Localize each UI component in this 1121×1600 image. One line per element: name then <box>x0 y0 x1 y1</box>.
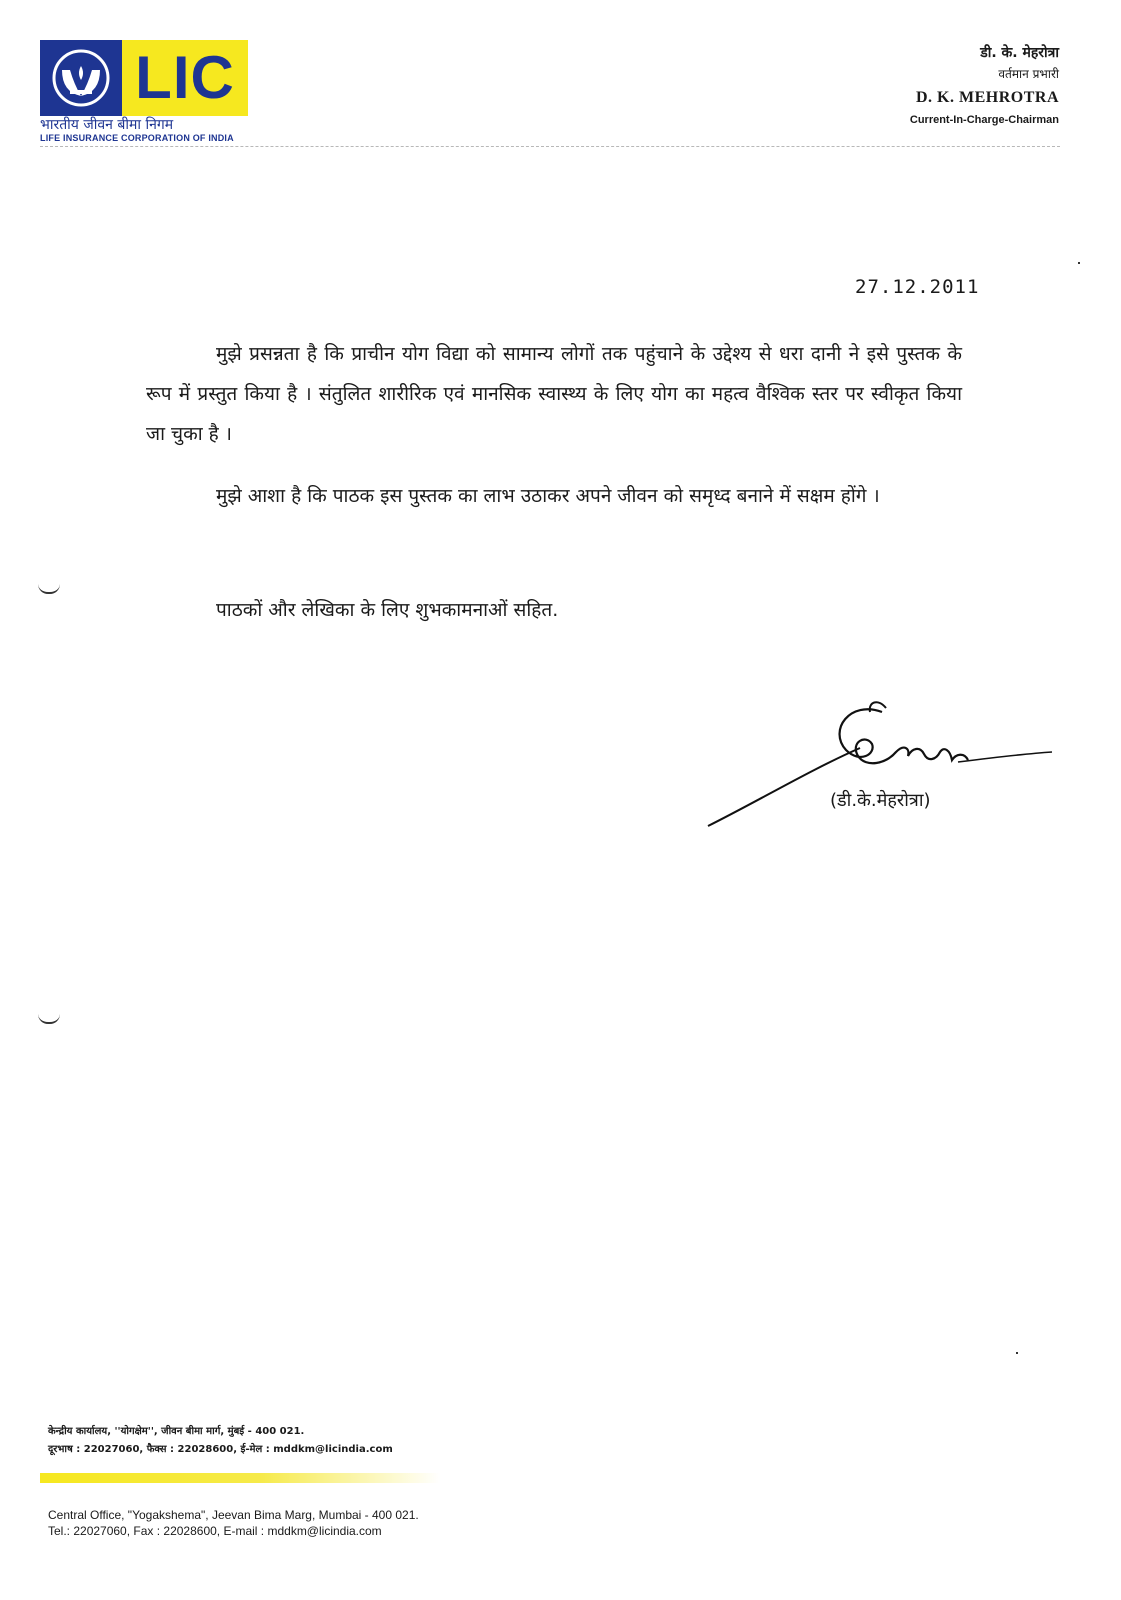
letter-closing: पाठकों और लेखिका के लिए शुभकामनाओं सहित. <box>216 599 559 621</box>
sender-title: Current-In-Charge-Chairman <box>909 114 1059 126</box>
scan-mark <box>38 1014 60 1024</box>
sender-title-hindi: वर्तमान प्रभारी <box>998 67 1059 81</box>
footer-contact-english: Tel.: 22027060, Fax : 22028600, E-mail : mddkm@licindia.com <box>48 1524 382 1538</box>
header-divider <box>40 146 1060 147</box>
footer-address-hindi: केन्द्रीय कार्यालय, ''योगक्षेम'', जीवन बीमा मार्ग, मुंबई - 400 021. <box>48 1426 305 1437</box>
scan-dot <box>1016 1352 1018 1354</box>
sender-block <box>910 42 1059 128</box>
sender-name: D. K. MEHROTRA <box>916 89 1059 106</box>
footer-contact-hindi: दूरभाष : 22027060, फैक्स : 22028600, ई-मेल : mddkm@licindia.com <box>48 1444 393 1455</box>
lic-logo <box>40 40 248 116</box>
lic-emblem <box>40 40 122 116</box>
logo-english-name: LIFE INSURANCE CORPORATION OF INDIA <box>40 133 234 143</box>
scan-dot <box>1078 262 1080 264</box>
logo-hindi-name: भारतीय जीवन बीमा निगम <box>40 117 174 133</box>
signatory-name: (डी.के.मेहरोत्रा) <box>830 790 931 811</box>
letter-date: 27.12.2011 <box>855 276 980 298</box>
letter-paragraph-2: मुझे आशा है कि पाठक इस पुस्तक का लाभ उठाकर अपने जीवन को समृध्द बनाने में सक्षम होंगे । <box>216 485 880 507</box>
footer-address-english: Central Office, "Yogakshema", Jeevan Bima Marg, Mumbai - 400 021. <box>48 1508 419 1522</box>
scan-mark <box>38 584 60 594</box>
logo-wordmark: LIC <box>135 44 235 111</box>
letter-paragraph-1: मुझे प्रसन्नता है कि प्राचीन योग विद्या को सामान्य लोगों तक पहुंचाने के उद्देश्य से धरा दानी ने इसे पुस्तक के रूप में प्रस्तुत किया है । संतुलित शारीरिक एवं मानसिक स्वास्थ्य के लिए योग का महत्व वैश्विक स्तर पर स्वीकृत किया जा चुका है । <box>146 343 962 445</box>
sender-name-hindi: डी. के. मेहरोत्रा <box>980 45 1059 61</box>
footer-yellow-bar <box>40 1473 440 1483</box>
hands-protecting-lamp-icon <box>40 40 122 116</box>
